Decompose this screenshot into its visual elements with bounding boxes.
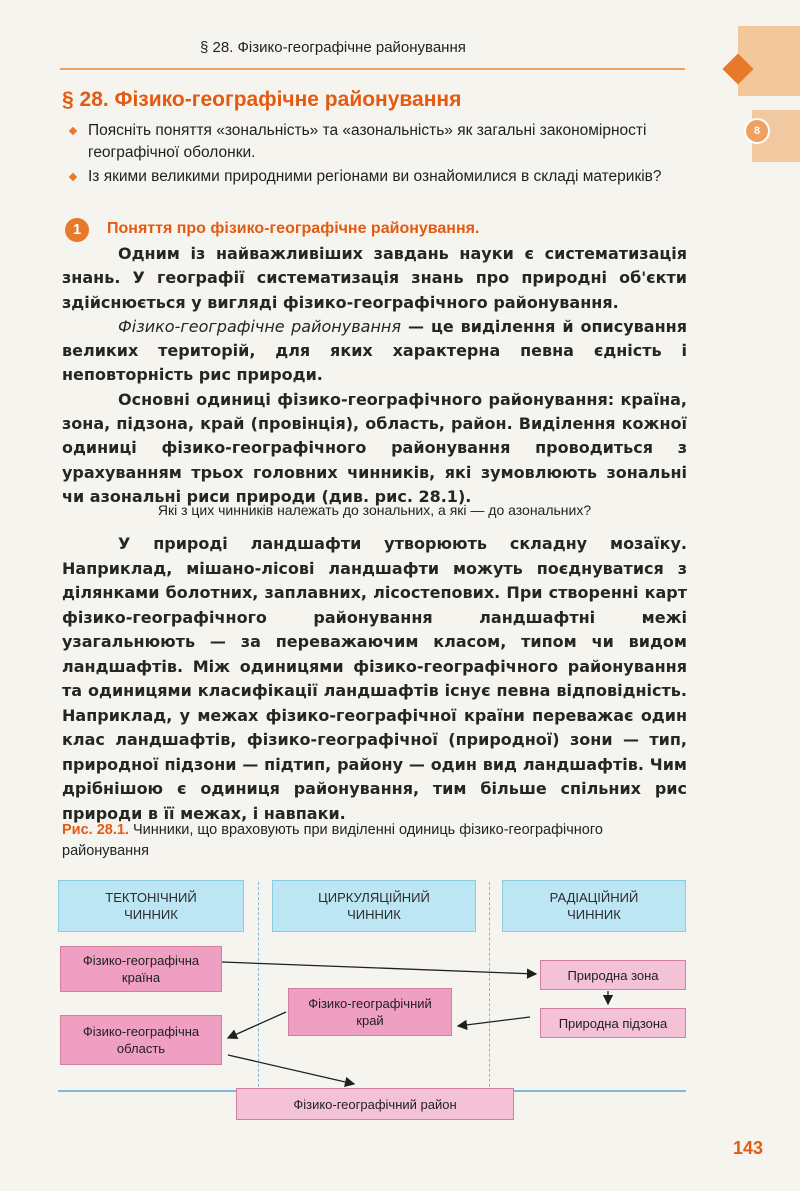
running-title: § 28. Фізико-географічне районування bbox=[200, 39, 466, 56]
factor-tectonic: ТЕКТОНІЧНИЙ ЧИННИК bbox=[58, 880, 244, 932]
figure-caption bbox=[62, 820, 687, 862]
subsection-title: Поняття про фізико-географічне районування. bbox=[107, 220, 480, 237]
figure-caption-text: Чинники, що враховують при виділенні одиниць фізико-географічного районування bbox=[62, 822, 603, 859]
figure-label: Рис. 28.1. bbox=[62, 822, 129, 838]
intro-questions bbox=[88, 120, 688, 190]
paragraph: Основні одиниці фізико-географічного районування: країна, зона, підзона, край (провінція), область, район. Виділення кожної одиниці фізико-географічного районування проводиться з урахуванням трьох головних чинників, які зумовлюють зональні чи азональні риси природи (див. рис. 28.1). bbox=[62, 389, 687, 506]
question-prompt: Які з цих чинників належать до зональних, а які — до азональних? bbox=[157, 502, 592, 518]
arrow-subzone-to-province bbox=[458, 1017, 530, 1026]
definition-paragraph bbox=[62, 315, 687, 388]
factor-radiation: РАДІАЦІЙНИЙ ЧИННИК bbox=[502, 880, 686, 932]
regionalization-diagram bbox=[0, 870, 800, 1130]
unit-province: Фізико-географічний край bbox=[288, 988, 452, 1036]
body-text-2 bbox=[62, 532, 687, 826]
intro-question: Із якими великими природними регіонами ви ознайомилися в складі материків? bbox=[88, 166, 688, 188]
paragraph: Одним із найважливіших завдань науки є систематизація знань. У географії систематизація знань про природні об'єкти здійснюється у вигляді фізико-географічного районування. bbox=[62, 244, 687, 312]
unit-subzone: Природна підзона bbox=[540, 1008, 686, 1038]
paragraph: У природі ландшафти утворюють складну мозаїку. Наприклад, мішано-лісові ландшафти можуть поєднуватися з ділянками болотних, заплавних, лісостепових. При створенні карт фізико-географічного районування ландшафтні межі узагальнюють — за переважаючим класом, типом чи видом ландшафтів. Між одиницями фізико-географічного районування та одиницями класифікації ландшафтів існує певна відповідність. Наприклад, у межах фізико-географічної країни переважає один клас ландшафтів, фізико-географічної (природної) зони — тип, природної підзони — підтип, району — один вид ландшафтів. Чим дрібнішою є одиниця районування, тим більше спільних рис природи в її межах, і навпаки. bbox=[62, 534, 687, 823]
factor-circulation: ЦИРКУЛЯЦІЙНИЙ ЧИННИК bbox=[272, 880, 476, 932]
body-text-1 bbox=[62, 242, 687, 509]
header-divider bbox=[60, 68, 685, 70]
unit-country: Фізико-географічна країна bbox=[60, 946, 222, 992]
side-badge: 8 bbox=[744, 118, 770, 144]
unit-oblast: Фізико-географічна область bbox=[60, 1015, 222, 1065]
corner-decoration bbox=[738, 26, 800, 96]
definition-text: — це виділення й описування великих територій, для яких характерна певна єдність і неповторність рис природи. bbox=[62, 316, 687, 385]
running-header bbox=[60, 30, 685, 68]
unit-district: Фізико-географічний район bbox=[236, 1088, 514, 1120]
arrow-country-to-zone bbox=[222, 962, 536, 974]
arrow-oblast-to-district bbox=[228, 1055, 354, 1084]
arrow-province-to-oblast bbox=[228, 1012, 286, 1038]
subsection-number: 1 bbox=[65, 218, 89, 242]
unit-zone: Природна зона bbox=[540, 960, 686, 990]
diagram-arrows bbox=[0, 870, 800, 1130]
intro-question: Поясніть поняття «зональність» та «азональність» як загальні закономірності географічної оболонки. bbox=[88, 120, 688, 164]
section-title: § 28. Фізико-географічне районування bbox=[62, 88, 462, 111]
subsection-heading bbox=[65, 218, 535, 244]
page-number: 143 bbox=[733, 1138, 764, 1158]
definition-term: Фізико-географічне районування bbox=[118, 316, 401, 336]
